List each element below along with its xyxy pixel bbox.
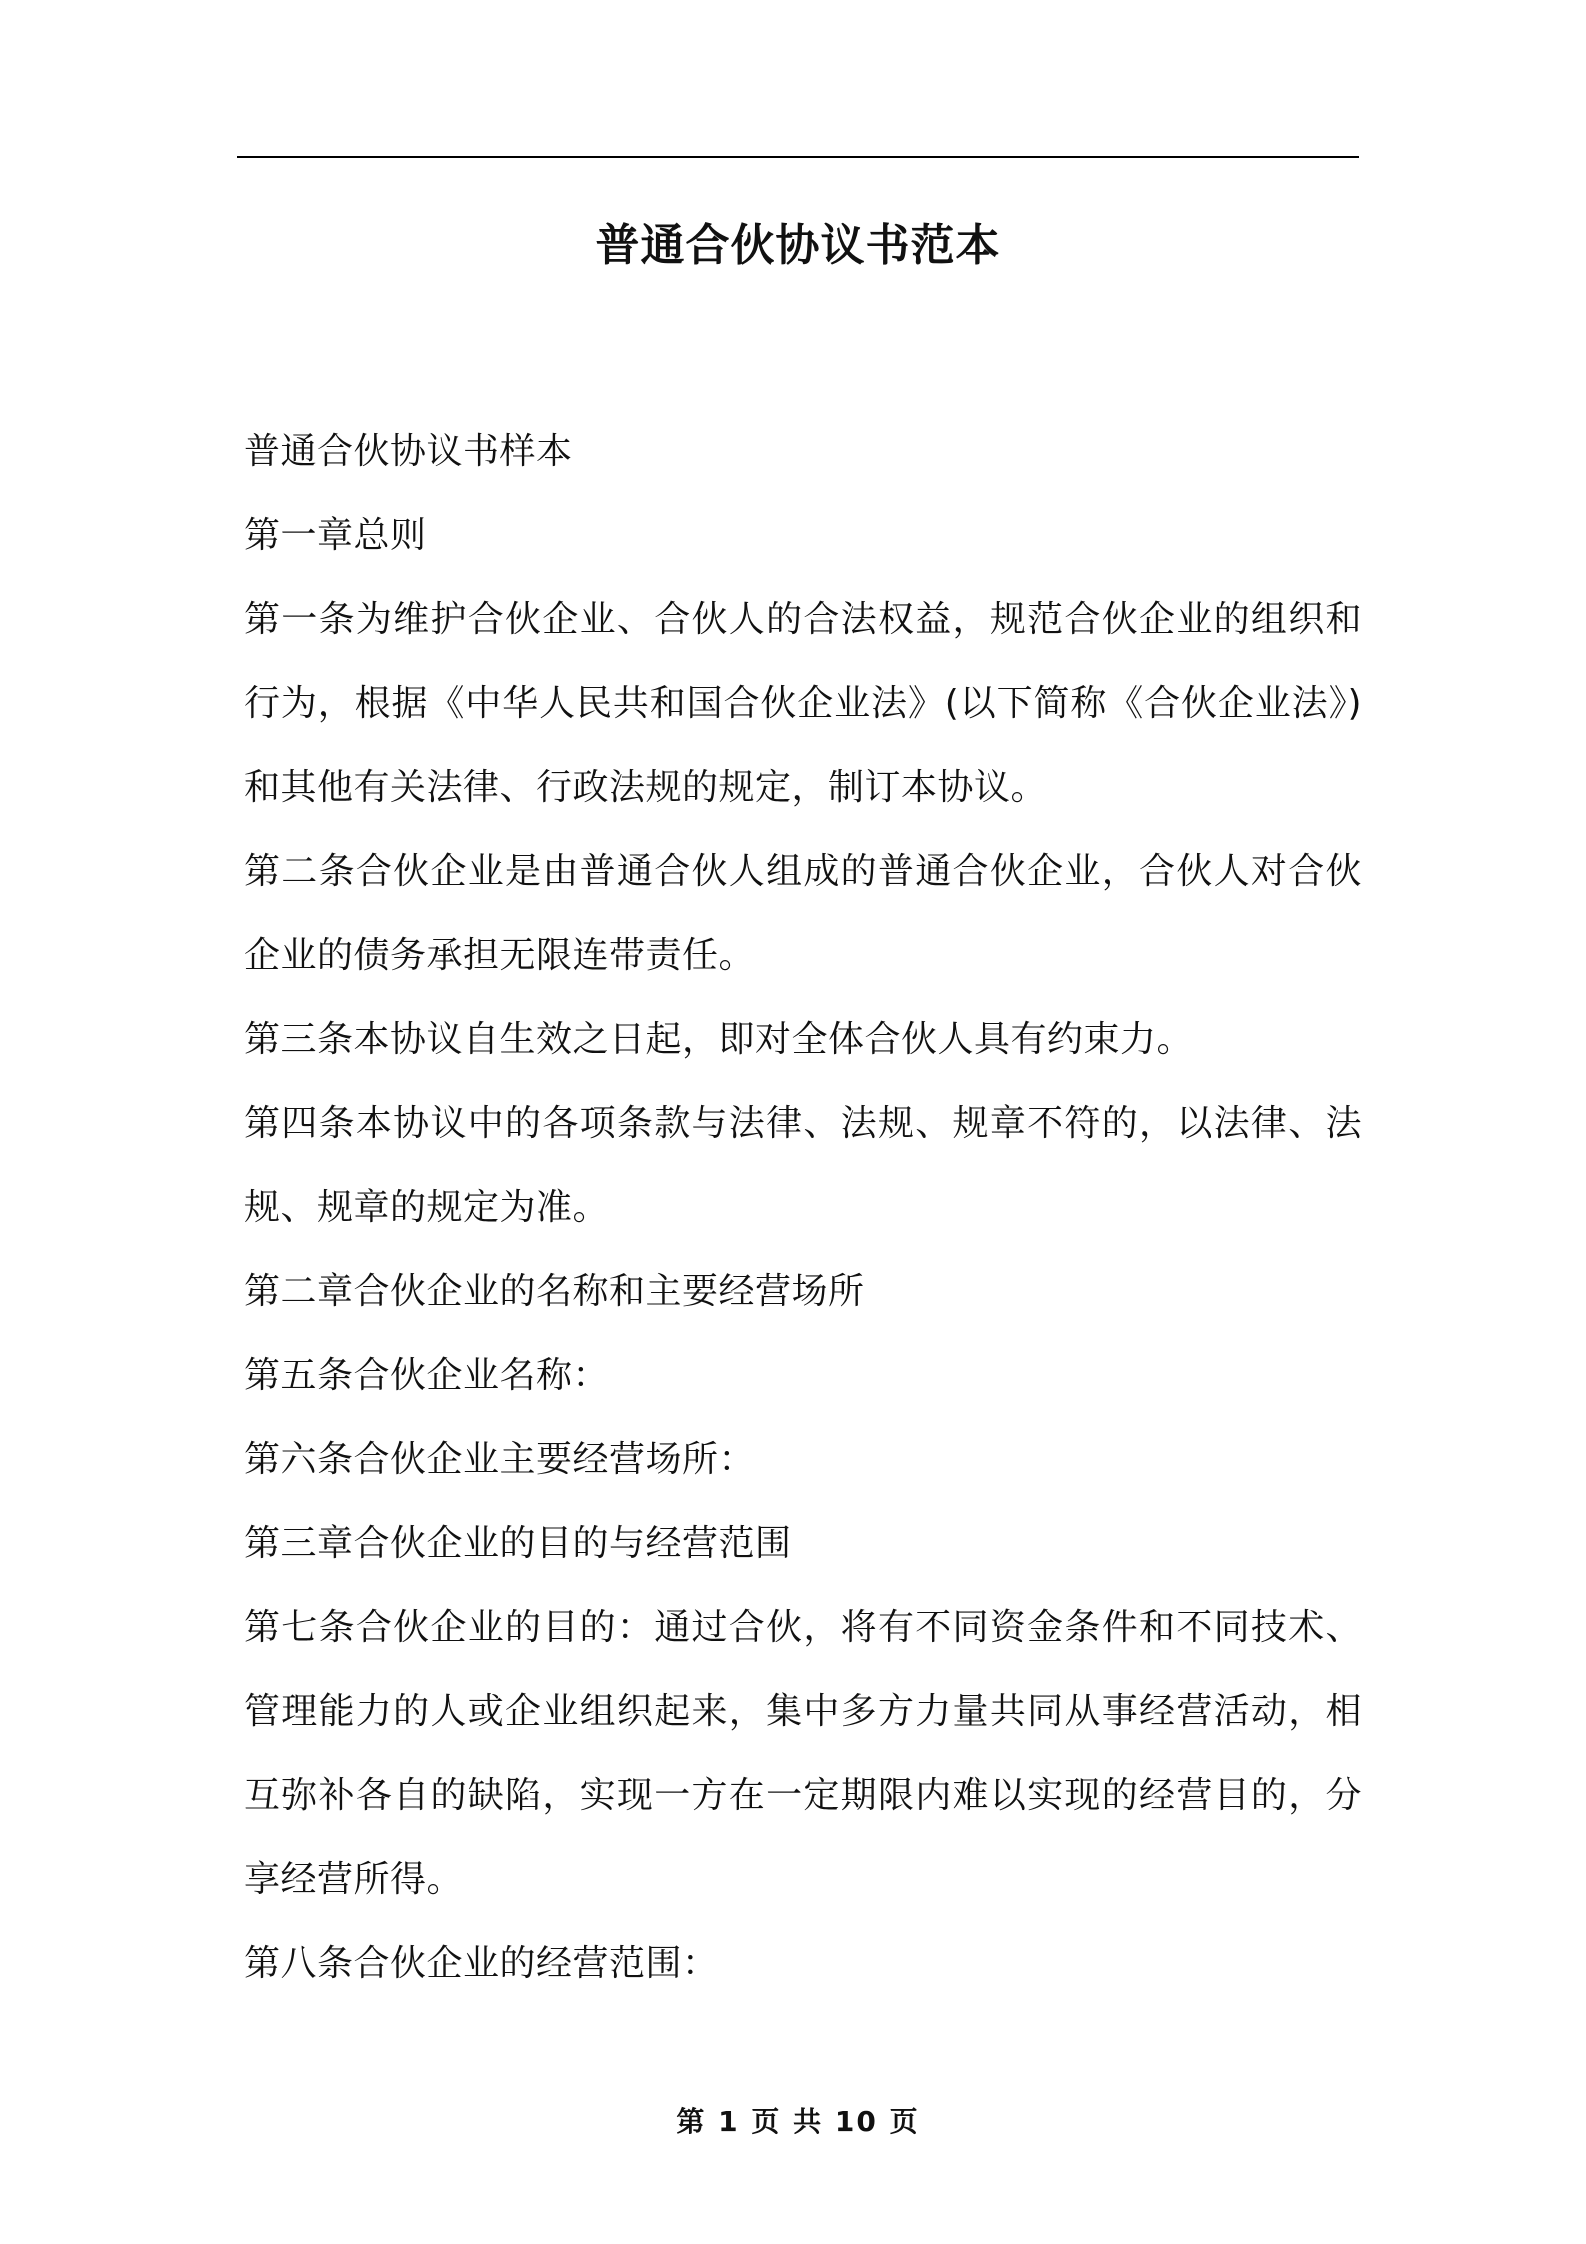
body-line: 规、规章的规定为准。	[244, 1187, 610, 1228]
body-line: 第八条合伙企业的经营范围：	[244, 1943, 719, 1984]
body-line: 行为，根据《中华人民共和国合伙企业法》(以下简称《合伙企业法》)	[244, 683, 1362, 724]
body-line: 第一章总则	[244, 515, 427, 556]
document-title: 普通合伙协议书范本	[595, 220, 1001, 271]
document-body	[244, 410, 1362, 2006]
body-line: 第四条本协议中的各项条款与法律、法规、规章不符的，以法律、法	[244, 1103, 1362, 1144]
body-line: 第二章合伙企业的名称和主要经营场所	[244, 1271, 865, 1312]
body-line: 管理能力的人或企业组织起来，集中多方力量共同从事经营活动，相	[244, 1691, 1362, 1732]
page-number-footer: 第 1 页 共 10 页	[676, 2105, 920, 2138]
body-line: 第六条合伙企业主要经营场所：	[244, 1439, 756, 1480]
body-line: 第二条合伙企业是由普通合伙人组成的普通合伙企业，合伙人对合伙	[244, 851, 1362, 892]
body-line: 互弥补各自的缺陷，实现一方在一定期限内难以实现的经营目的，分	[244, 1775, 1362, 1816]
body-line: 享经营所得。	[244, 1859, 464, 1900]
body-line: 第三章合伙企业的目的与经营范围	[244, 1523, 792, 1564]
body-line: 第五条合伙企业名称：	[244, 1355, 610, 1396]
body-line: 第一条为维护合伙企业、合伙人的合法权益，规范合伙企业的组织和	[244, 599, 1362, 640]
header-rule	[237, 156, 1359, 158]
body-line: 普通合伙协议书样本	[244, 431, 573, 472]
body-line: 企业的债务承担无限连带责任。	[244, 935, 756, 976]
body-line: 和其他有关法律、行政法规的规定，制订本协议。	[244, 767, 1048, 808]
body-line: 第七条合伙企业的目的：通过合伙，将有不同资金条件和不同技术、	[244, 1607, 1362, 1648]
body-line: 第三条本协议自生效之日起，即对全体合伙人具有约束力。	[244, 1019, 1194, 1060]
